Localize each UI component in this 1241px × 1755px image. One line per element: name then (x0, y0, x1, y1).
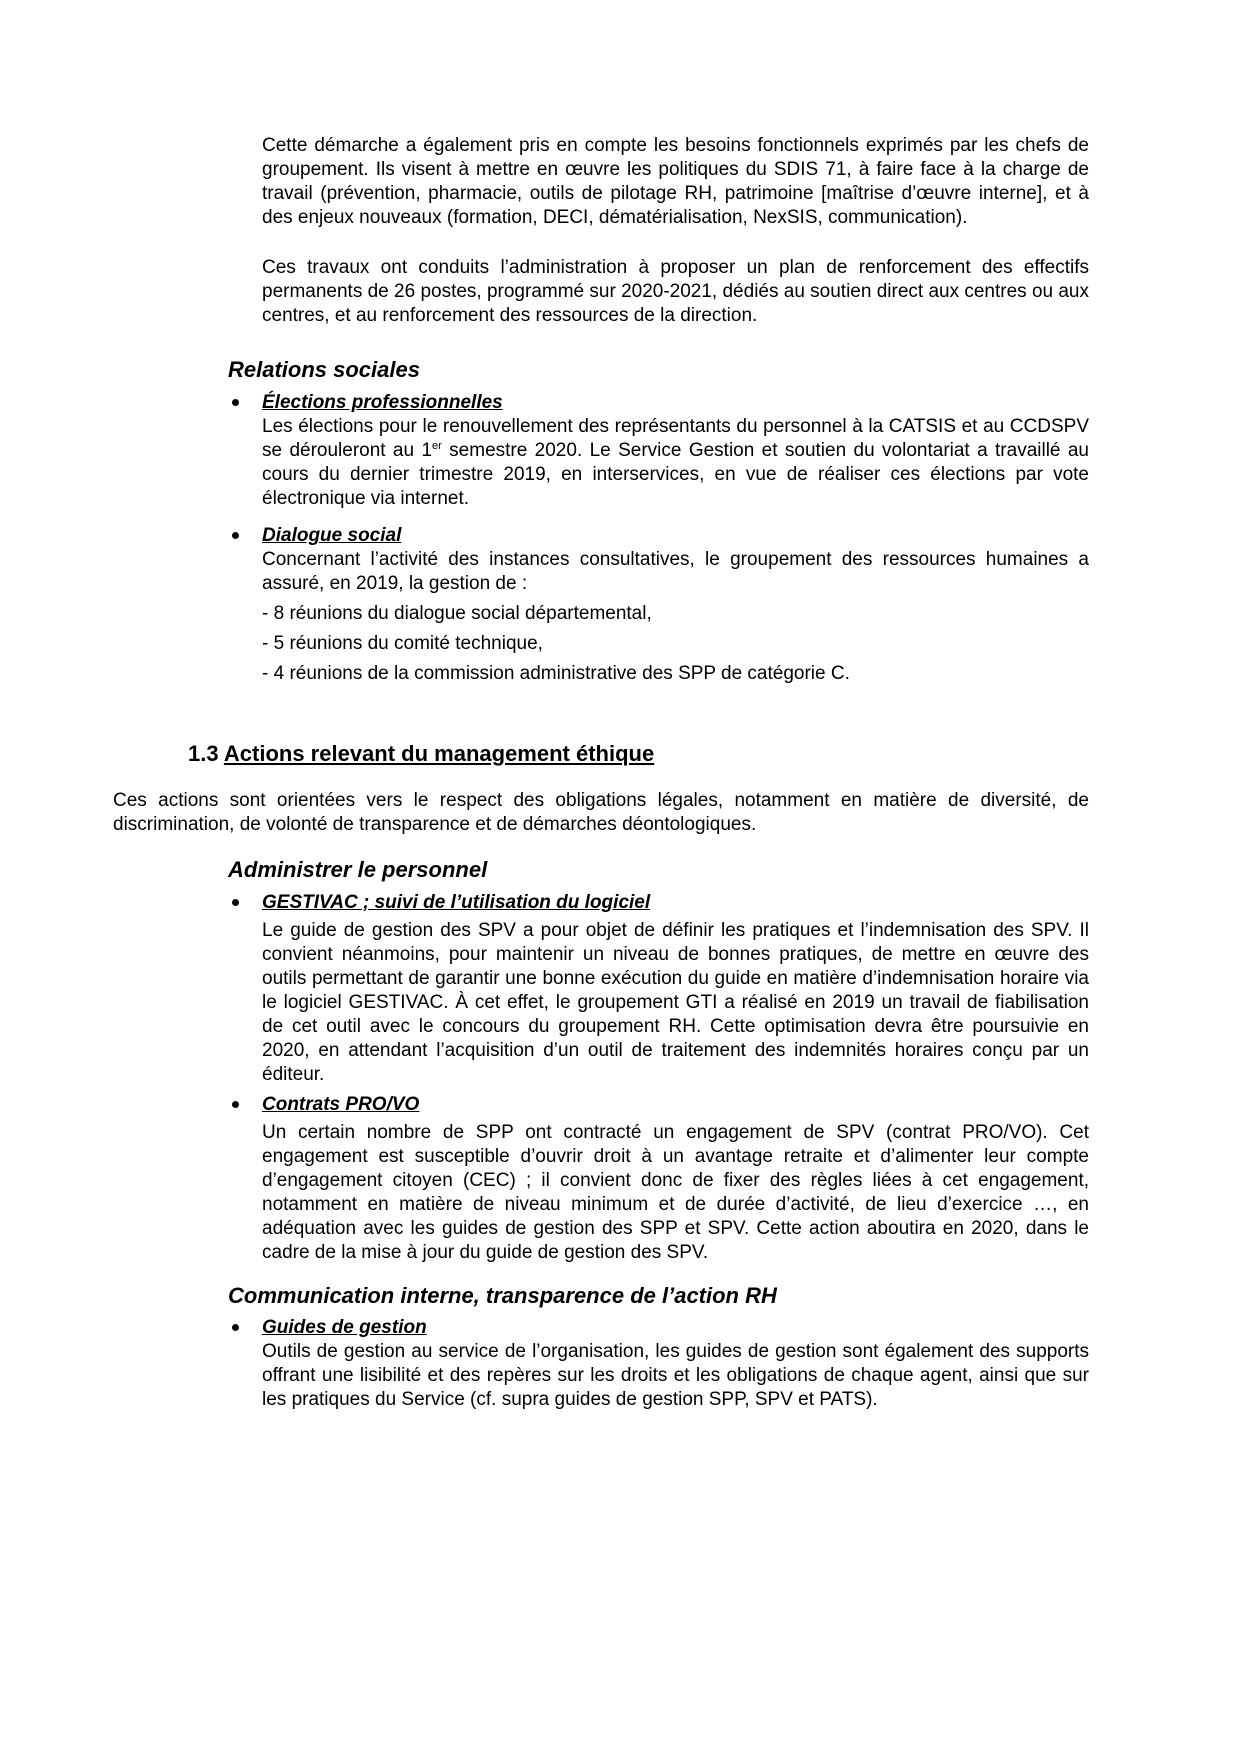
section-title-1-3: 1.3 Actions relevant du management éthique (188, 741, 655, 766)
list-item-dialogue-1: - 8 réunions du dialogue social départemental, (262, 603, 652, 624)
bullet-dot-icon (232, 399, 239, 406)
bullet-text-gestivac: Le guide de gestion des SPV a pour objet de définir les pratiques et l’indemnisation des SPV. Il convient néanmoins, pour maintenir un niveau de bonnes pratiques, de mettre en œuvre des outils permettant de garantir une bonne exécution du guide en matière d’indemnisation horaire via le logiciel GESTIVAC. À cet effet, le groupement GTI a réalisé en 2019 un travail de fiabilisation de cet outil avec le concours du groupement RH. Cette optimisation devra être poursuivie en 2020, en attendant l’acquisition d’un outil de traitement des indemnités horaires conçu par un éditeur. (262, 920, 1089, 1085)
bullet-text-guides-gestion: Outils de gestion au service de l’organisation, les guides de gestion sont également des supports offrant une lisibilité et des repères sur les droits et les obligations de chaque agent, ainsi que sur les pratiques du Service (cf. supra guides de gestion SPP, SPV et PATS). (262, 1341, 1089, 1410)
superscript-er: er (432, 440, 442, 452)
bullet-text-elections: Les élections pour le renouvellement des représentants du personnel à la CATSIS et au CCDSPV se dérouleront au 1er semestre 2020. Le Service Gestion et soutien du volontariat a travaillé au cours du dernier trimestre 2019, en interservices, en vue de réaliser ces élections par vote électronique via internet. (262, 416, 1089, 509)
bullet-elections (262, 391, 1089, 511)
bullet-title-elections: Élections professionnelles (262, 392, 503, 413)
paragraph-plan-renforcement: Ces travaux ont conduits l’administration à proposer un plan de renforcement des effectifs permanents de 26 postes, programmé sur 2020-2021, dédiés au soutien direct aux centres ou aux centres, et au renforcement des ressources de la direction. (262, 257, 1090, 326)
bullet-dot-icon (232, 532, 239, 539)
bullet-text-contrats-pro-vo: Un certain nombre de SPP ont contracté un engagement de SPV (contrat PRO/VO). Cet engagement est susceptible d’ouvrir droit à un avantage retraite et d’alimenter leur compte d’engagement citoyen (CEC) ; il convient donc de fixer des règles liées à cet engagement, notamment en matière de niveau minimum et de durée d’activité, de lieu d’exercice …, en adéquation avec les guides de gestion des SPP et SPV. Cette action aboutira en 2020, dans le cadre de la mise à jour du guide de gestion des SPV. (262, 1122, 1089, 1263)
bullet-dot-icon (232, 899, 239, 906)
list-item-dialogue-2: - 5 réunions du comité technique, (262, 633, 543, 654)
bullet-gestivac (262, 891, 1089, 1087)
paragraph-besoins-fonctionnels: Cette démarche a également pris en compte les besoins fonctionnels exprimés par les chefs de groupement. Ils visent à mettre en œuvre les politiques du SDIS 71, à faire face à la charge de travail (prévention, pharmacie, outils de pilotage RH, patrimoine [maîtrise d’œuvre interne], et à des enjeux nouveaux (formation, DECI, dématérialisation, NexSIS, communication). (262, 135, 1089, 228)
bullet-text-dialogue-social: Concernant l’activité des instances consultatives, le groupement des ressources humaines a assuré, en 2019, la gestion de : (262, 549, 1089, 594)
bullet-title-dialogue-social: Dialogue social (262, 525, 402, 546)
bullet-dot-icon (232, 1324, 239, 1331)
bullet-title-guides-gestion: Guides de gestion (262, 1317, 427, 1338)
bullet-title-contrats-pro-vo: Contrats PRO/VO (262, 1094, 420, 1115)
list-item-dialogue-3: - 4 réunions de la commission administrative des SPP de catégorie C. (262, 663, 850, 684)
bullet-title-gestivac: GESTIVAC ; suivi de l’utilisation du logiciel (262, 892, 651, 913)
bullet-guides-gestion (262, 1316, 1089, 1412)
bullet-dot-icon (232, 1101, 239, 1108)
heading-administrer-personnel: Administrer le personnel (228, 857, 488, 882)
bullet-dialogue-social (262, 524, 1089, 596)
heading-communication-interne: Communication interne, transparence de l’action RH (228, 1283, 777, 1308)
paragraph-management-ethique: Ces actions sont orientées vers le respect des obligations légales, notamment en matière de diversité, de discrimination, de volonté de transparence et de démarches déontologiques. (113, 790, 1089, 835)
bullet-contrats-pro-vo (262, 1093, 1089, 1265)
heading-relations-sociales: Relations sociales (228, 357, 420, 382)
